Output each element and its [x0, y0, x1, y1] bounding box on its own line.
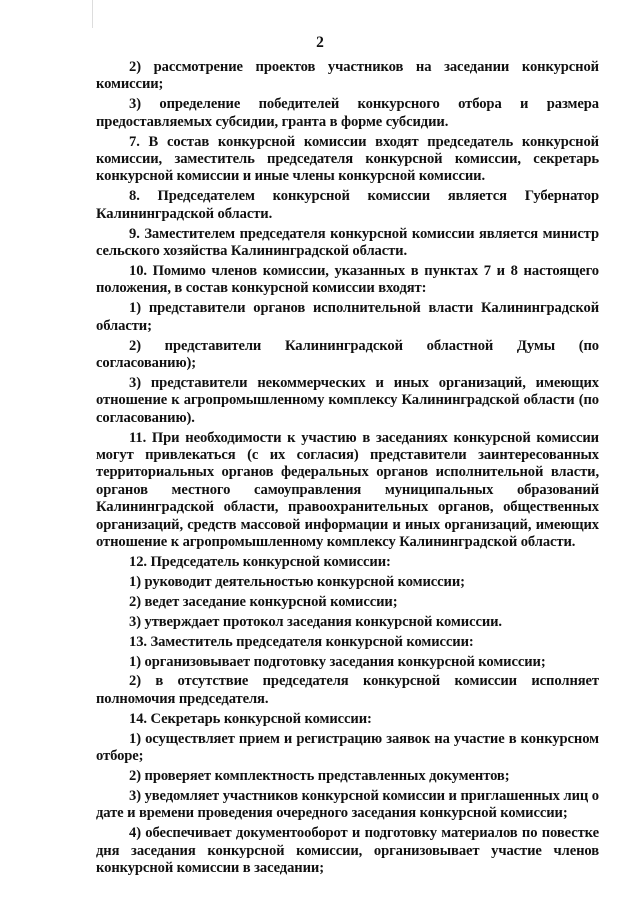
paragraph: 9. Заместителем председателя конкурсной комиссии является министр сельского хозяйства Калининградской области. — [96, 225, 599, 260]
paragraph: 7. В состав конкурсной комиссии входят председатель конкурсной комиссии, заместитель председателя конкурсной комиссии, секретарь конкурсной комиссии и иные члены конкурсной комиссии. — [96, 133, 599, 185]
paragraph: 14. Секретарь конкурсной комиссии: — [129, 710, 372, 727]
paragraph: 10. Помимо членов комиссии, указанных в пунктах 7 и 8 настоящего положения, в состав конкурсной комиссии входят: — [96, 262, 599, 297]
paragraph: 11. При необходимости к участию в заседаниях конкурсной комиссии могут привлекаться (с их согласия) представители заинтересованных территориальных органов федеральных органов исполнительной власти, органов местного самоуправления муниципальных образований Калининградской области, правоохранительных органов, общественных организаций, средств массовой информации и иных организаций, имеющих отношение к агропромышленному комплексу Калининградской области. — [96, 429, 599, 551]
paragraph: 3) уведомляет участников конкурсной комиссии и приглашенных лиц о дате и времени проведения очередного заседания конкурсной комиссии; — [96, 787, 599, 822]
document-body — [96, 59, 599, 880]
paragraph: 3) определение победителей конкурсного отбора и размера предоставляемых субсидии, гранта в форме субсидии. — [96, 96, 599, 130]
paragraph: 2) представители Калининградской областной Думы (по согласованию); — [96, 337, 599, 371]
paragraph: 3) представители некоммерческих и иных организаций, имеющих отношение к агропромышленному комплексу Калининградской области (по согласованию). — [96, 374, 599, 426]
paragraph: 4) обеспечивает документооборот и подготовку материалов по повестке дня заседания конкурсной комиссии, организовывает участие членов конкурсной комиссии в заседании; — [96, 825, 599, 876]
paragraph: 1) осуществляет прием и регистрацию заявок на участие в конкурсном отборе; — [96, 730, 599, 765]
paragraph: 3) утверждает протокол заседания конкурсной комиссии. — [129, 613, 502, 630]
paragraph: 13. Заместитель председателя конкурсной комиссии: — [129, 633, 474, 650]
paragraph: 2) ведет заседание конкурсной комиссии; — [129, 593, 398, 610]
paragraph: 1) руководит деятельностью конкурсной комиссии; — [129, 573, 465, 590]
paragraph: 8. Председателем конкурсной комиссии является Губернатор Калининградской области. — [96, 188, 599, 222]
paragraph: 2) проверяет комплектность представленных документов; — [129, 767, 510, 784]
paragraph: 2) в отсутствие председателя конкурсной комиссии исполняет полномочия председателя. — [96, 673, 599, 707]
paragraph: 2) рассмотрение проектов участников на заседании конкурсной комиссии; — [96, 59, 599, 93]
paragraph: 1) представители органов исполнительной власти Калининградской области; — [96, 300, 599, 334]
paragraph: 12. Председатель конкурсной комиссии: — [129, 553, 391, 570]
page-number: 2 — [316, 34, 324, 51]
scan-artifact-line — [92, 0, 93, 28]
paragraph: 1) организовывает подготовку заседания конкурсной комиссии; — [129, 653, 546, 670]
